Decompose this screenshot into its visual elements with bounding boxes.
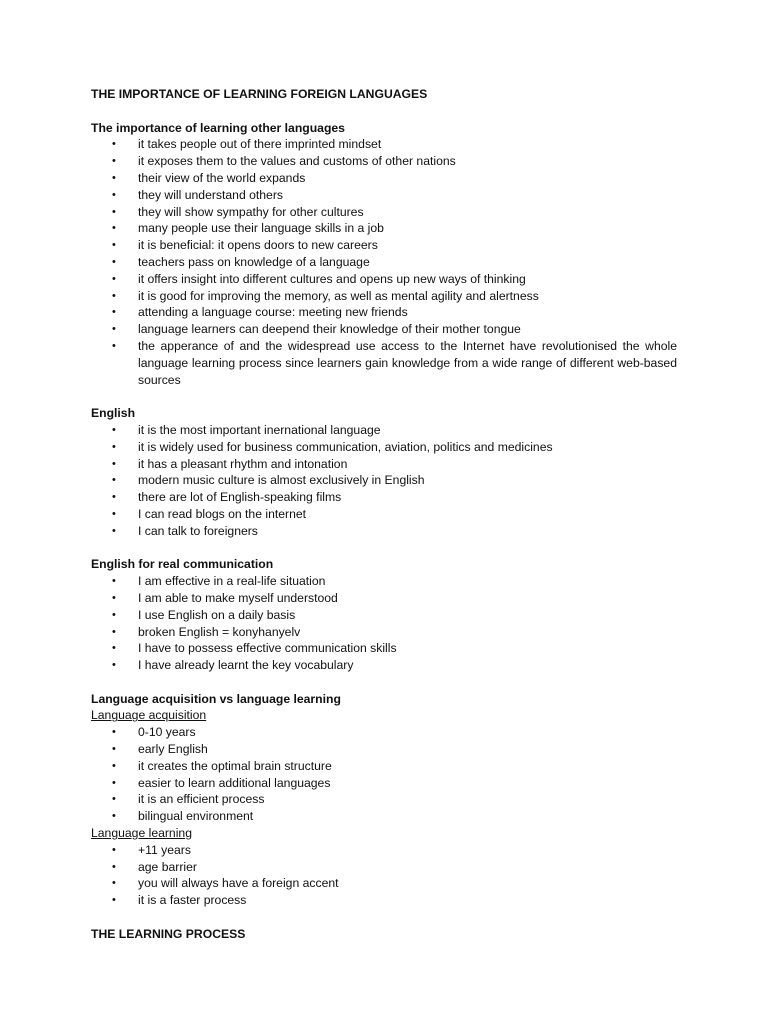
list-item: • it creates the optimal brain structure (112, 758, 332, 773)
list-item: • teachers pass on knowledge of a language (112, 254, 370, 269)
bullet-icon: • (112, 894, 116, 907)
bullet-icon: • (112, 440, 116, 453)
bullet-icon: • (112, 524, 116, 537)
list-item: • the apperance of and the widespread use access to the Internet have revolutionised the whole language learning process since learners gain knowledge from a wide range of different web-based sources (112, 338, 677, 387)
bullet-icon: • (112, 171, 116, 184)
bullet-list-real-communication (91, 573, 677, 674)
spacer (91, 540, 677, 557)
bullet-icon: • (112, 877, 116, 890)
bullet-icon: • (112, 625, 116, 638)
list-item: • it is good for improving the memory, as well as mental agility and alertness (112, 288, 539, 303)
subheading-language-acquisition: Language acquisition (91, 708, 207, 723)
list-item: • they will understand others (112, 187, 283, 202)
bullet-icon: • (112, 289, 116, 302)
list-item: • you will always have a foreign accent (112, 876, 339, 891)
document-page (91, 86, 677, 943)
bullet-icon: • (112, 743, 116, 756)
spacer (91, 388, 677, 405)
list-item: • broken English = konyhanyelv (112, 624, 301, 639)
bullet-icon: • (112, 843, 116, 856)
spacer (91, 909, 677, 926)
bullet-icon: • (112, 608, 116, 621)
bullet-icon: • (112, 659, 116, 672)
bullet-icon: • (112, 474, 116, 487)
list-item: • age barrier (112, 859, 197, 874)
list-item: • I can read blogs on the internet (112, 506, 307, 521)
list-item: • I am effective in a real-life situation (112, 574, 326, 589)
bullet-icon: • (112, 860, 116, 873)
bullet-icon: • (112, 642, 116, 655)
list-item: • I can talk to foreigners (112, 523, 258, 538)
bullet-icon: • (112, 507, 116, 520)
bullet-icon: • (112, 306, 116, 319)
bullet-icon: • (112, 188, 116, 201)
bullet-list-learning (91, 842, 677, 909)
list-item: • it is a faster process (112, 893, 247, 908)
list-item: • 0-10 years (112, 725, 196, 740)
list-item: • it takes people out of there imprinted mindset (112, 137, 382, 152)
section-heading-learning-process: THE LEARNING PROCESS (91, 926, 246, 941)
bullet-icon: • (112, 575, 116, 588)
list-item: • early English (112, 742, 208, 757)
list-item: • they will show sympathy for other cultures (112, 204, 364, 219)
list-item: • modern music culture is almost exclusively in English (112, 473, 425, 488)
section-heading-english: English (91, 406, 136, 421)
bullet-icon: • (112, 323, 116, 336)
spacer (91, 103, 677, 120)
section-heading-importance: The importance of learning other languages (91, 120, 345, 135)
bullet-icon: • (112, 339, 116, 352)
bullet-icon: • (112, 155, 116, 168)
list-item: • it has a pleasant rhythm and intonation (112, 456, 348, 471)
bullet-icon: • (112, 776, 116, 789)
bullet-icon: • (112, 810, 116, 823)
list-item: • I am able to make myself understood (112, 590, 338, 605)
bullet-icon: • (112, 222, 116, 235)
list-item: • bilingual environment (112, 809, 254, 824)
bullet-icon: • (112, 255, 116, 268)
list-item: • I use English on a daily basis (112, 607, 296, 622)
bullet-icon: • (112, 272, 116, 285)
list-item: • it is an efficient process (112, 792, 265, 807)
list-item: • easier to learn additional languages (112, 775, 331, 790)
list-item: • I have to possess effective communication skills (112, 641, 397, 656)
list-item: • it offers insight into different cultures and opens up new ways of thinking (112, 271, 526, 286)
list-item: • it is widely used for business communication, aviation, politics and medicines (112, 439, 553, 454)
bullet-icon: • (112, 138, 116, 151)
list-item: • it exposes them to the values and customs of other nations (112, 154, 456, 169)
list-item: • their view of the world expands (112, 170, 306, 185)
bullet-icon: • (112, 239, 116, 252)
bullet-list-importance (91, 136, 677, 388)
bullet-icon: • (112, 726, 116, 739)
section-heading-real-communication: English for real communication (91, 557, 274, 572)
list-item: • many people use their language skills in a job (112, 221, 384, 236)
list-item: • there are lot of English-speaking films (112, 490, 342, 505)
bullet-icon: • (112, 205, 116, 218)
document-title: THE IMPORTANCE OF LEARNING FOREIGN LANGUAGES (91, 87, 428, 101)
subheading-language-learning: Language learning (91, 826, 192, 841)
bullet-icon: • (112, 591, 116, 604)
list-item: • I have already learnt the key vocabulary (112, 658, 354, 673)
list-item: • +11 years (112, 842, 191, 857)
spacer (91, 674, 677, 691)
list-item: • attending a language course: meeting new friends (112, 305, 408, 320)
section-heading-acquisition-vs-learning: Language acquisition vs language learning (91, 691, 341, 706)
bullet-icon: • (112, 491, 116, 504)
list-item: • it is the most important inernational language (112, 422, 381, 437)
bullet-icon: • (112, 457, 116, 470)
list-item: • language learners can deepend their knowledge of their mother tongue (112, 322, 521, 337)
bullet-icon: • (112, 793, 116, 806)
list-item: • it is beneficial: it opens doors to new careers (112, 238, 378, 253)
bullet-icon: • (112, 423, 116, 436)
bullet-icon: • (112, 759, 116, 772)
bullet-list-acquisition (91, 724, 677, 825)
bullet-list-english (91, 422, 677, 540)
